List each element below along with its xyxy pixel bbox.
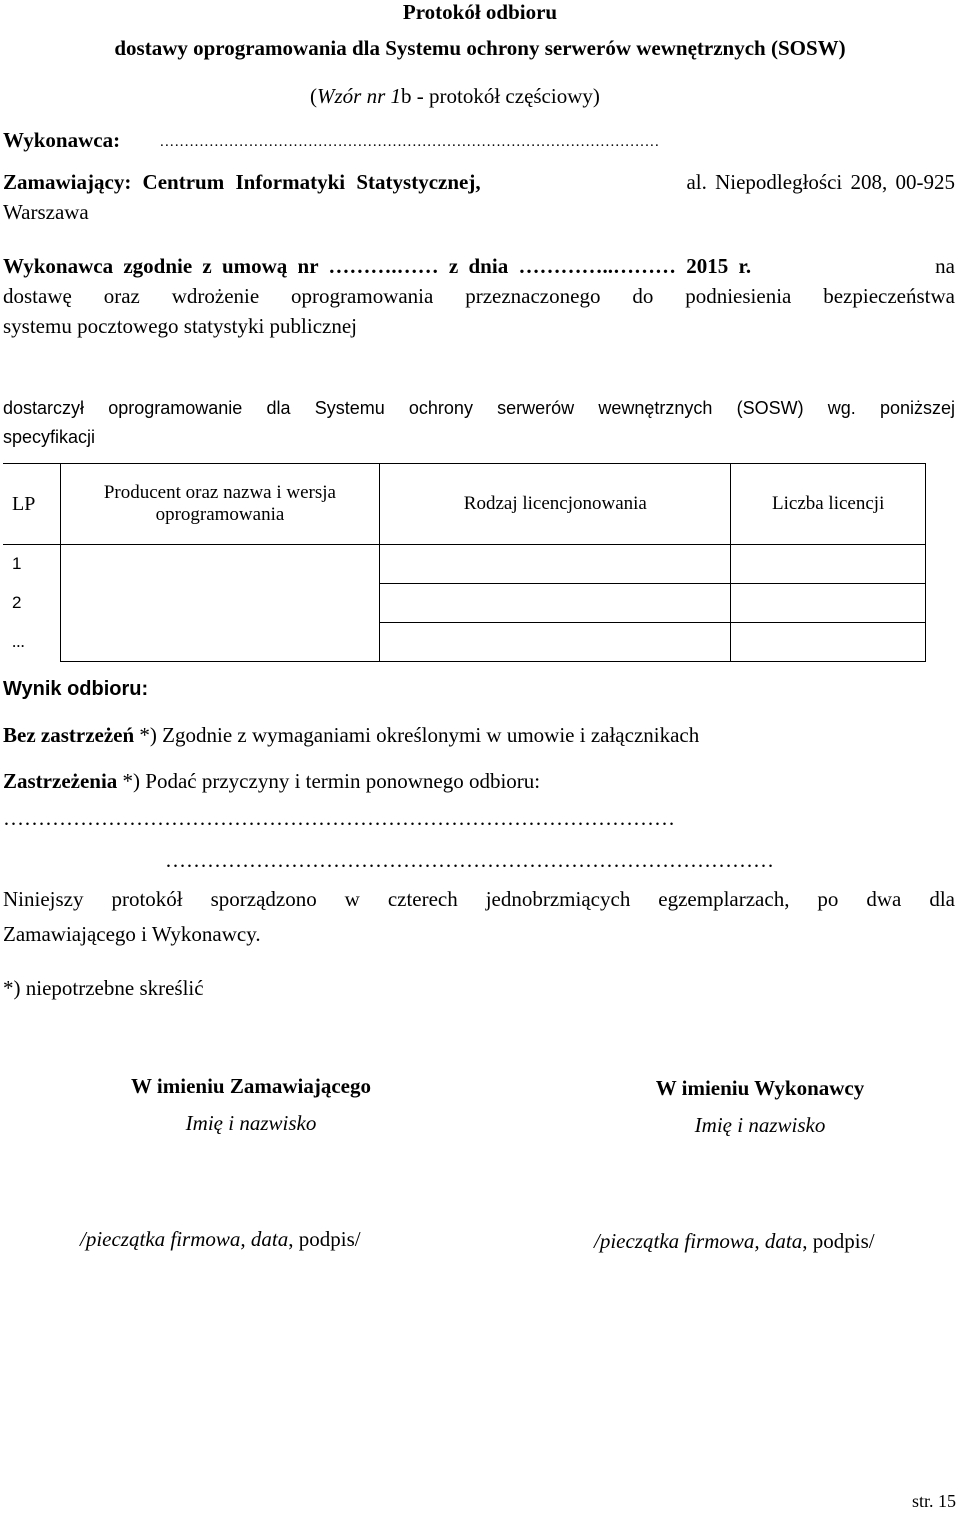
client-label: Zamawiający: Centrum Informatyki Statystycznej, — [3, 170, 481, 194]
delivery-line2: specyfikacji — [3, 427, 96, 447]
contractor-stamp-italic: /pieczątka firmowa, data — [594, 1229, 803, 1253]
option2-text: *) Podać przyczyny i termin ponownego odbioru: — [117, 769, 541, 793]
row-producer-cell — [60, 623, 380, 662]
document-subtitle — [0, 36, 960, 61]
row-lp: ... — [12, 632, 25, 651]
contract-line3: systemu pocztowego statystyki publicznej — [3, 314, 358, 338]
row-licensing-cell — [380, 623, 731, 662]
result-dots-line1: …………………………………………………………………………………… — [3, 806, 675, 830]
client-stamp-rest: , podpis/ — [288, 1227, 361, 1251]
table-row — [3, 545, 926, 584]
header-lp: LP — [3, 464, 60, 545]
contract-number-text: Wykonawca zgodnie z umową nr ……….…… z dnia …………..……… 2015 r. — [3, 254, 752, 278]
row-count-cell — [731, 584, 926, 623]
option1-text: *) Zgodnie z wymaganiami określonymi w umowie i załącznikach — [134, 723, 700, 747]
contractor-signature-heading: W imieniu Wykonawcy — [655, 1076, 865, 1100]
contractor-signature-name: Imię i nazwisko — [694, 1113, 826, 1137]
paren-close: ) — [592, 84, 600, 108]
contract-na: na — [935, 254, 955, 278]
client-line — [3, 170, 955, 195]
option2-label: Zastrzeżenia — [3, 769, 118, 793]
client-stamp-line — [80, 1227, 361, 1252]
row-producer-cell — [60, 545, 380, 584]
row-lp: 2 — [12, 593, 22, 612]
result-option1 — [3, 723, 699, 748]
delivery-line1: dostarczył oprogramowanie dla Systemu ochrony serwerów wewnętrznych (SOSW) wg. poniższej — [3, 398, 955, 418]
subtitle-text: dostawy oprogramowania dla Systemu ochrony serwerów wewnętrznych (SOSW) — [114, 36, 846, 60]
template-number: Wzór nr 1 — [317, 84, 402, 108]
client-stamp-italic: /pieczątka firmowa, data — [80, 1227, 289, 1251]
row-lp: 1 — [12, 554, 22, 574]
contract-line2: dostawę oraz wdrożenie oprogramowania przeznaczonego do podniesienia bezpieczeństwa — [3, 284, 955, 308]
row-producer-cell — [60, 584, 380, 623]
row-licensing-cell — [380, 545, 731, 584]
contractor-label: Wykonawca: — [3, 128, 121, 152]
table-row — [3, 584, 926, 623]
client-address-line2: Warszawa — [3, 200, 89, 224]
page-number: str. 15 — [911, 1491, 956, 1511]
header-producer-line1: Producent oraz nazwa i wersja — [103, 482, 336, 503]
contractor-dots: ..................................................................................................... — [160, 134, 660, 150]
result-heading: Wynik odbioru: — [3, 678, 149, 700]
document-title: Protokół odbioru — [402, 0, 558, 24]
row-count-cell — [731, 545, 926, 584]
paren-open: ( — [310, 84, 317, 108]
closing-line1: Niniejszy protokół sporządzono w czterech jednobrzmiących egzemplarzach, po dwa dla — [3, 887, 955, 911]
template-note — [310, 84, 600, 109]
closing-line2: Zamawiającego i Wykonawcy. — [3, 922, 261, 946]
table-row — [3, 623, 926, 662]
table-header-row — [3, 464, 926, 545]
contract-line1 — [3, 254, 955, 279]
result-dots-line2: …………………………………………………………………………… — [165, 848, 774, 872]
row-count-cell — [731, 623, 926, 662]
footnote: *) niepotrzebne skreślić — [3, 976, 204, 1000]
option1-label: Bez zastrzeżeń — [3, 723, 135, 747]
header-count: Liczba licencji — [731, 464, 926, 545]
client-address-line1: al. Niepodległości 208, 00-925 — [686, 170, 955, 194]
contractor-stamp-rest: , podpis/ — [802, 1229, 875, 1253]
client-signature-name: Imię i nazwisko — [185, 1111, 317, 1135]
template-type: b - protokół częściowy — [401, 84, 593, 108]
header-producer — [60, 464, 380, 545]
header-licensing: Rodzaj licencjonowania — [380, 464, 731, 545]
specification-table — [3, 463, 926, 662]
client-signature-heading: W imieniu Zamawiającego — [131, 1074, 371, 1098]
result-option2 — [3, 769, 540, 794]
contractor-stamp-line — [594, 1229, 875, 1254]
row-licensing-cell — [380, 584, 731, 623]
header-producer-line2: oprogramowania — [155, 504, 285, 525]
